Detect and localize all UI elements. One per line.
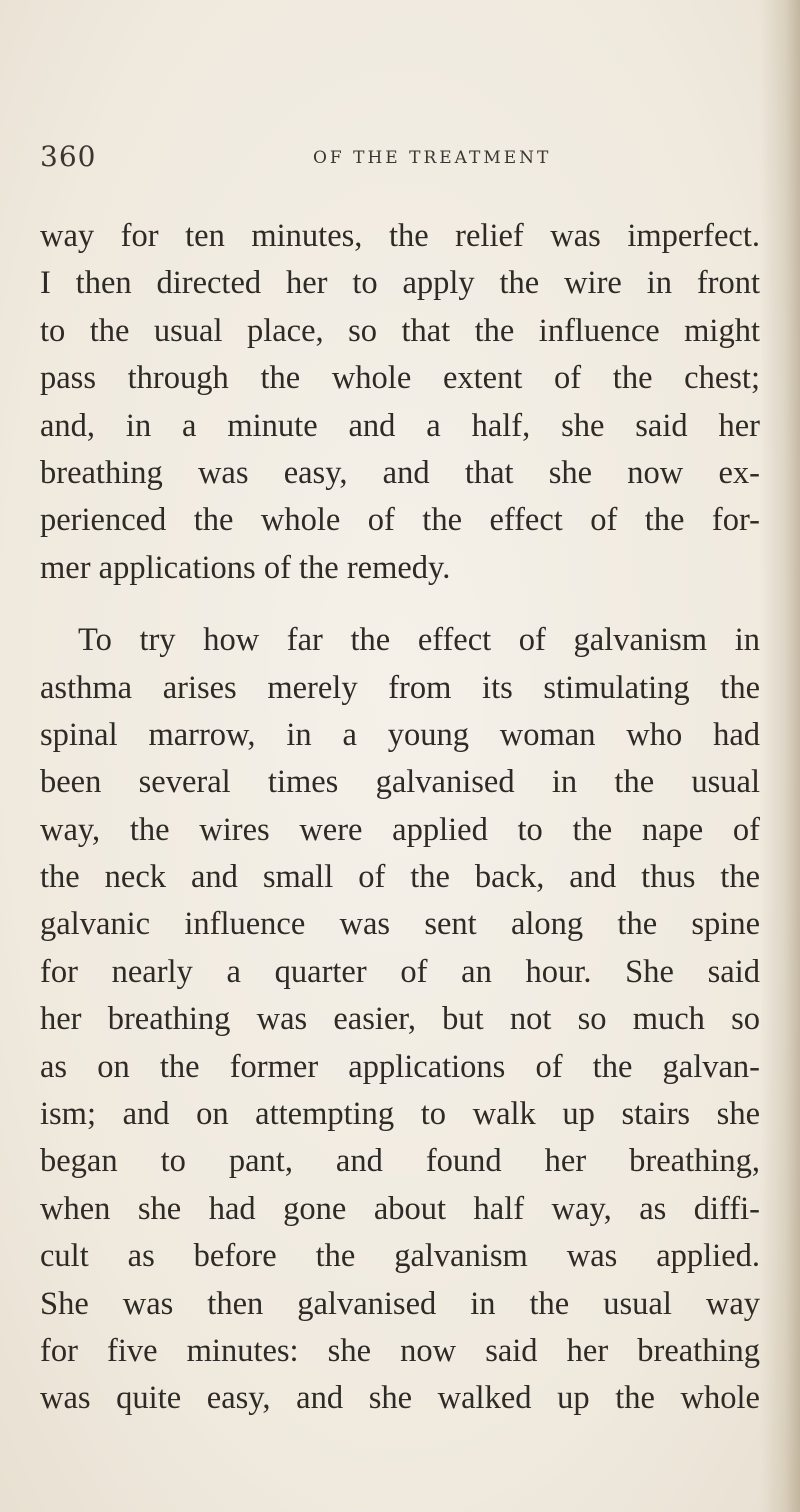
page-header — [40, 140, 760, 180]
text-line: way for ten minutes, the relief was imperfect. — [40, 218, 760, 254]
running-head: OF THE TREATMENT — [313, 148, 552, 168]
page-number: 360 — [40, 140, 97, 173]
text-line: was quite easy, and she walked up the whole — [40, 1380, 760, 1417]
text-line: galvanic influence was sent along the spine — [40, 906, 760, 943]
body-text — [40, 213, 760, 1423]
text-line: spinal marrow, in a young woman who had — [40, 716, 760, 753]
text-line: ism; and on attempting to walk up stairs she — [40, 1096, 760, 1133]
text-line: way, the wires were applied to the nape of — [40, 811, 760, 848]
text-line: to the usual place, so that the influence might — [40, 312, 760, 349]
paragraph-gap — [40, 592, 760, 617]
text-line: To try how far the effect of galvanism in — [78, 622, 760, 659]
text-line: for nearly a quarter of an hour. She said — [40, 953, 760, 990]
text-line: I then directed her to apply the wire in front — [40, 265, 760, 302]
text-line: She was then galvanised in the usual way — [40, 1285, 760, 1322]
paragraph-2 — [40, 617, 760, 1423]
text-line: mer applications of the remedy. — [40, 549, 451, 586]
text-line: and, in a minute and a half, she said her — [40, 407, 760, 444]
text-line: perienced the whole of the effect of the for- — [40, 502, 760, 539]
text-line: asthma arises merely from its stimulating the — [40, 669, 760, 706]
text-line: when she had gone about half way, as diffi- — [40, 1190, 760, 1227]
text-line: as on the former applications of the galvan- — [40, 1048, 760, 1085]
text-line: been several times galvanised in the usual — [40, 764, 760, 801]
text-line: began to pant, and found her breathing, — [40, 1143, 760, 1180]
text-line: breathing was easy, and that she now ex- — [40, 454, 760, 491]
text-line: for five minutes: she now said her breathing — [40, 1332, 760, 1369]
text-line: her breathing was easier, but not so much so — [40, 1001, 760, 1038]
text-line: pass through the whole extent of the chest; — [40, 360, 760, 397]
text-line: the neck and small of the back, and thus the — [40, 859, 760, 896]
paragraph-1 — [40, 213, 760, 592]
text-line: cult as before the galvanism was applied. — [40, 1238, 760, 1275]
